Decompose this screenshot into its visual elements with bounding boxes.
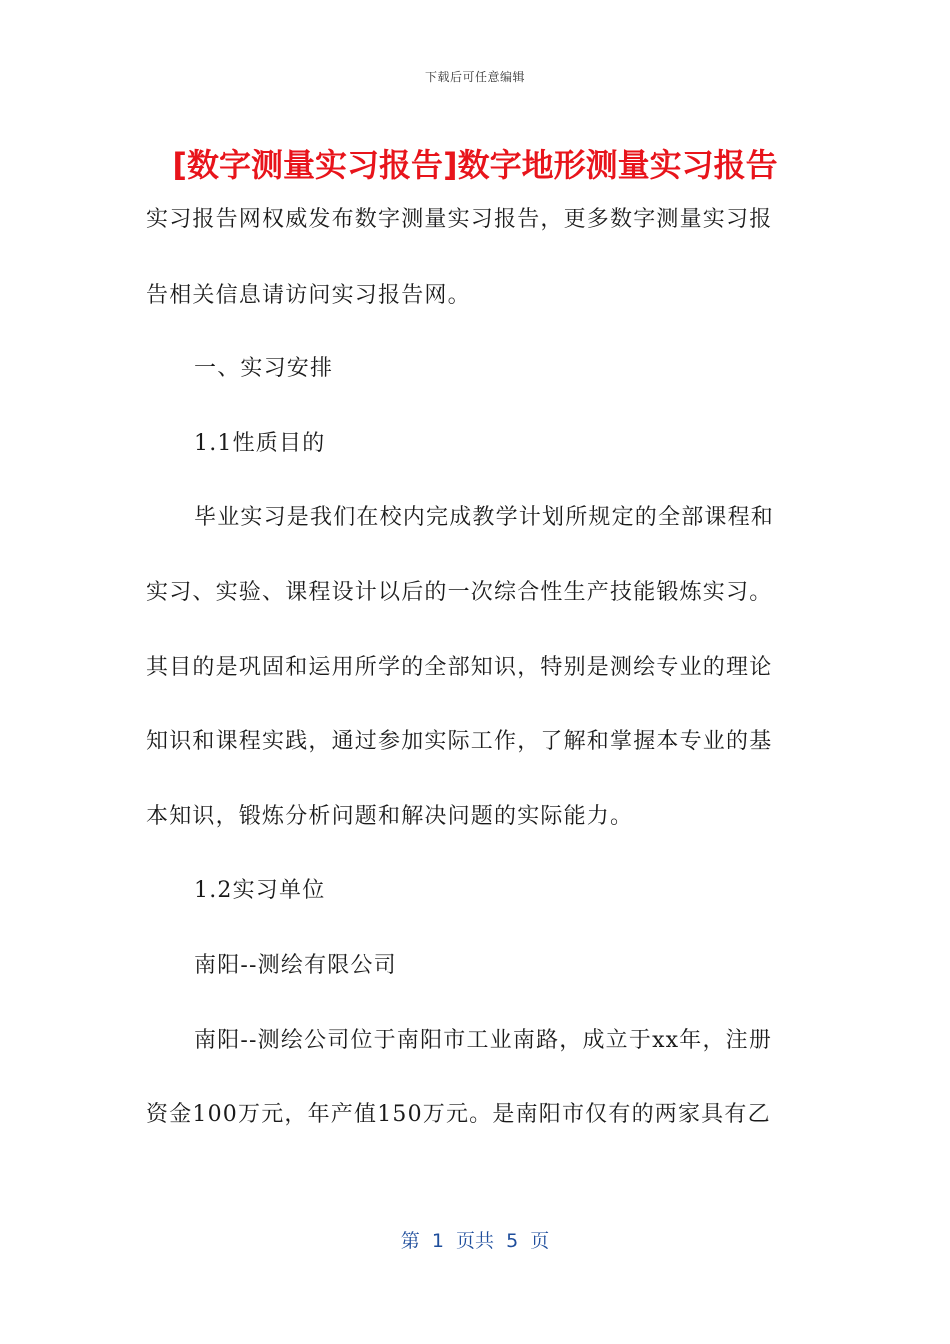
paragraph-line: 毕业实习是我们在校内完成教学计划所规定的全部课程和: [194, 505, 775, 530]
company-name: 南阳--测绘有限公司: [194, 953, 397, 978]
paragraph-line: 告相关信息请访问实习报告网。: [146, 283, 471, 308]
paragraph-line: 南阳--测绘公司位于南阳市工业南路，成立于xx年，注册: [194, 1028, 773, 1053]
document-title: [数字测量实习报告]数字地形测量实习报告: [172, 146, 778, 184]
subsection-heading: 1.2实习单位: [194, 878, 326, 903]
section-heading: 一、实习安排: [194, 356, 334, 381]
paragraph-line: 实习、实验、课程设计以后的一次综合性生产技能锻炼实习。: [146, 580, 773, 605]
paragraph-line: 知识和课程实践，通过参加实际工作，了解和掌握本专业的基: [146, 729, 773, 754]
paragraph-line: 资金100万元，年产值150万元。是南阳市仅有的两家具有乙: [146, 1102, 771, 1127]
paragraph-line: 其目的是巩固和运用所学的全部知识，特别是测绘专业的理论: [146, 655, 773, 680]
paragraph-line: 本知识，锻炼分析问题和解决问题的实际能力。: [146, 804, 634, 829]
header-note: 下载后可任意编辑: [424, 70, 525, 84]
paragraph-line: 实习报告网权威发布数字测量实习报告，更多数字测量实习报: [146, 207, 773, 232]
page-number-footer: 第 1 页共 5 页: [400, 1230, 550, 1252]
subsection-heading: 1.1性质目的: [194, 431, 326, 456]
